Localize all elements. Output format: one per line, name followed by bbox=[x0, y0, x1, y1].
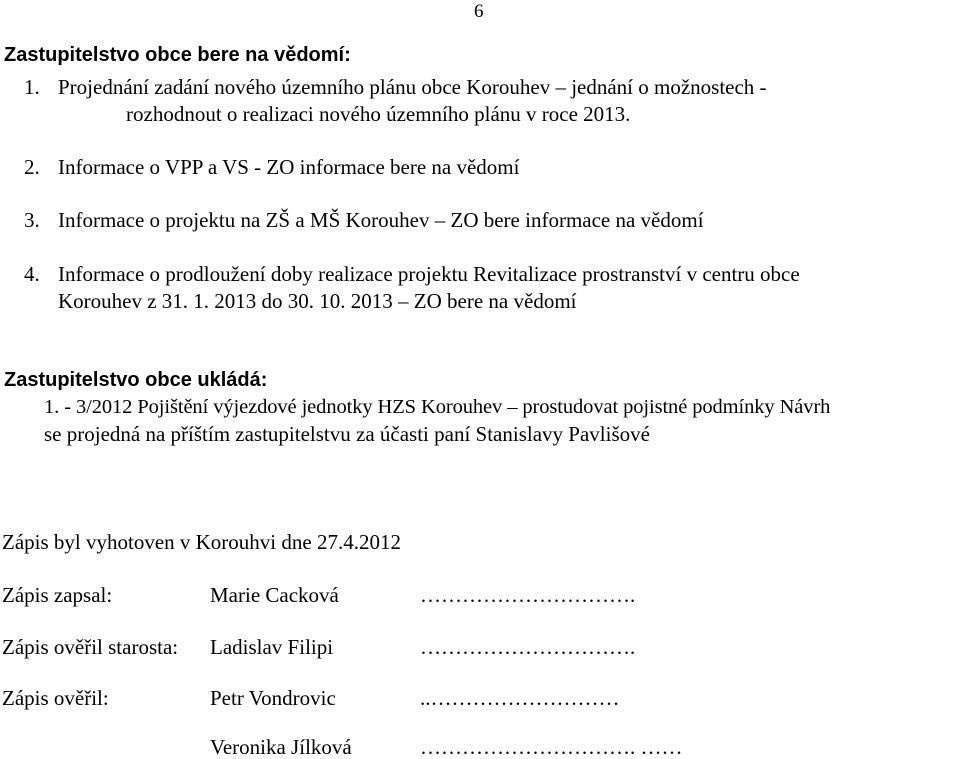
list-item-number: 2. bbox=[24, 155, 40, 179]
signature-line: …………………………. bbox=[420, 583, 636, 607]
signature-name: Petr Vondrovic bbox=[210, 686, 336, 710]
signature-name: Marie Cacková bbox=[210, 583, 339, 607]
signature-role: Zápis ověřil: bbox=[2, 686, 109, 710]
signature-role: Zápis ověřil starosta: bbox=[2, 635, 179, 659]
list-item-text: rozhodnout o realizaci nového územního plánu v roce 2013. bbox=[126, 102, 631, 126]
section-heading-orders: Zastupitelstvo obce ukládá: bbox=[4, 369, 268, 391]
list-item-text: Projednání zadání nového územního plánu obce Korouhev – jednání o možnostech - bbox=[58, 75, 767, 99]
list-item-number: 3. bbox=[24, 208, 40, 232]
list-item-number: 1. bbox=[24, 75, 40, 99]
order-text: se projedná na příštím zastupitelstvu za účasti paní Stanislavy Pavlišové bbox=[44, 422, 650, 446]
signature-role: Zápis zapsal: bbox=[2, 583, 113, 607]
section-heading-noted: Zastupitelstvo obce bere na vědomí: bbox=[4, 44, 351, 66]
list-item-number: 4. bbox=[24, 262, 40, 286]
list-item-text: Informace o projektu na ZŠ a MŠ Korouhev – ZO bere informace na vědomí bbox=[58, 208, 704, 232]
signature-name: Veronika Jílková bbox=[210, 735, 352, 759]
signature-name: Ladislav Filipi bbox=[210, 635, 334, 659]
list-item-text: Korouhev z 31. 1. 2013 do 30. 10. 2013 – ZO bere na vědomí bbox=[58, 289, 577, 313]
signature-line: …………………………. …… bbox=[420, 735, 683, 759]
list-item-text: Informace o prodloužení doby realizace projektu Revitalizace prostranství v centru obce bbox=[58, 262, 800, 286]
page-number: 6 bbox=[474, 1, 484, 22]
order-text: 1. - 3/2012 Pojištění výjezdové jednotky HZS Korouhev – prostudovat pojistné podmínky Návrh bbox=[44, 396, 831, 418]
signature-line: ..……………………… bbox=[420, 686, 620, 710]
record-statement: Zápis byl vyhotoven v Korouhvi dne 27.4.2012 bbox=[2, 530, 401, 554]
list-item-text: Informace o VPP a VS - ZO informace bere na vědomí bbox=[58, 155, 520, 179]
signature-line: …………………………. bbox=[420, 635, 636, 659]
